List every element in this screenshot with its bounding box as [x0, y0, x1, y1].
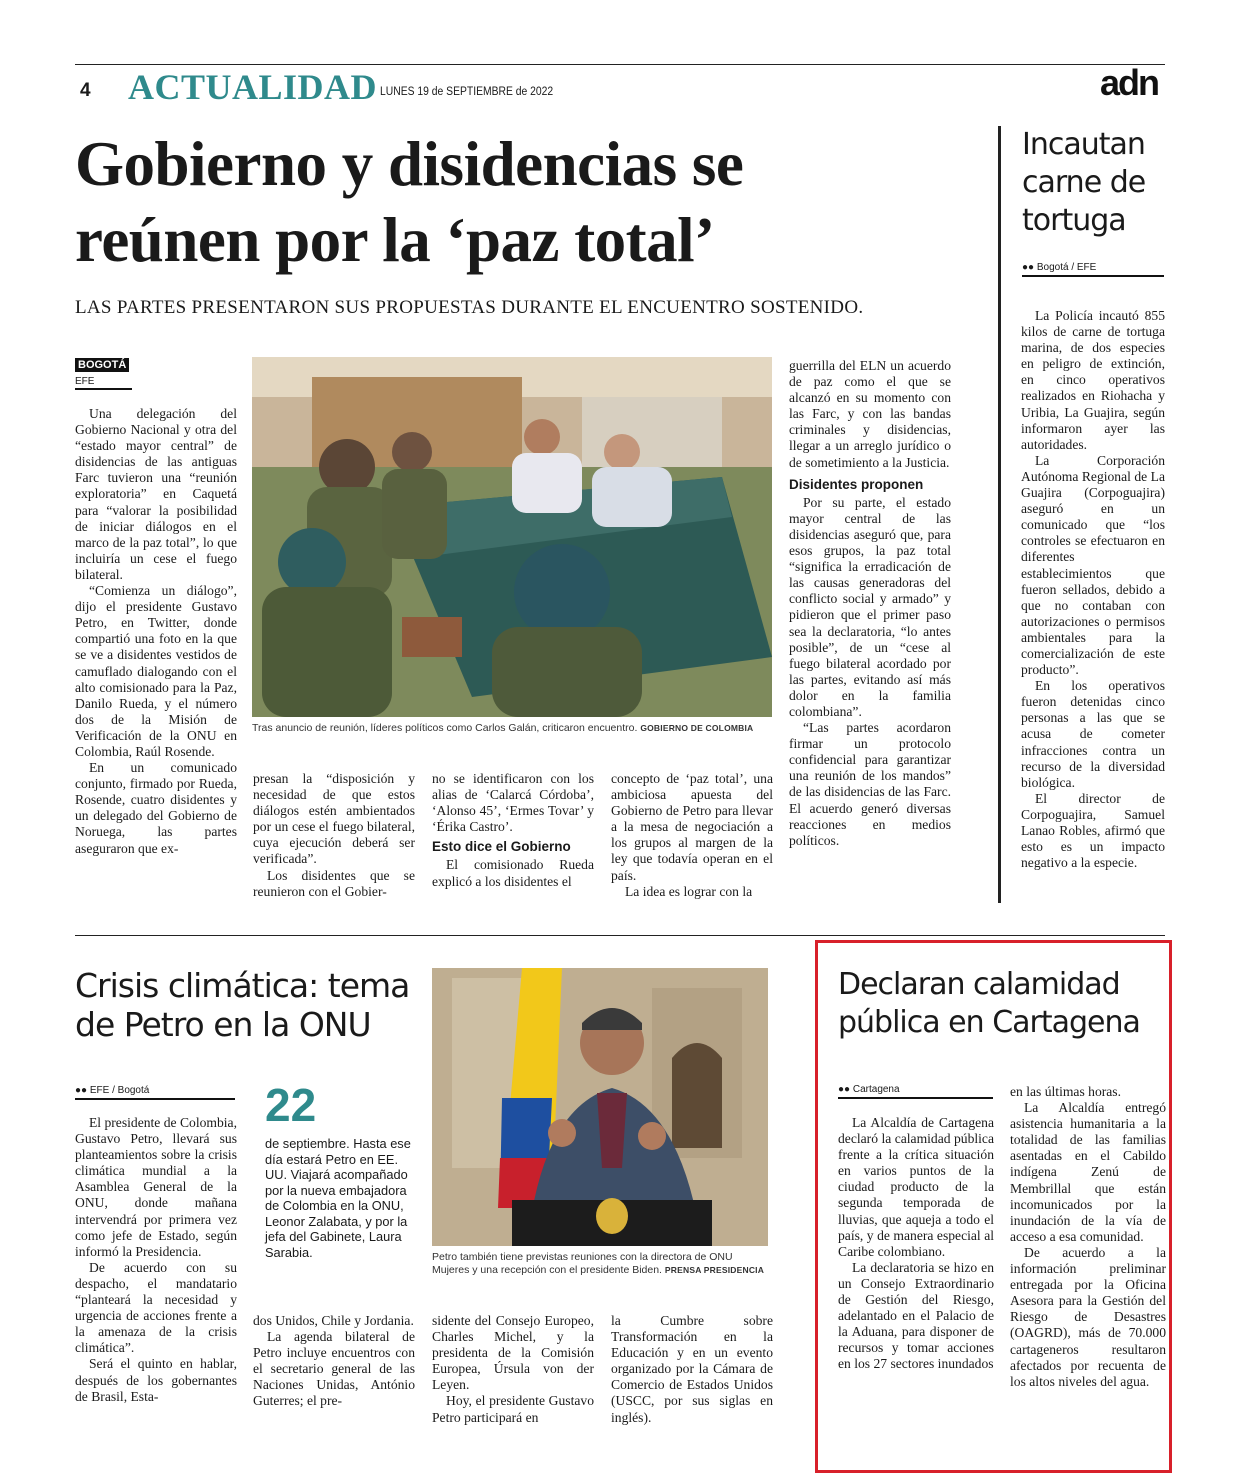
- section-rule: [75, 935, 1165, 936]
- main-col-5: [789, 358, 951, 849]
- main-headline-line1: Gobierno y disidencias se: [75, 129, 744, 199]
- climate-headline-line2: de Petro en la ONU: [75, 1005, 371, 1044]
- climate-headline: [75, 966, 409, 1044]
- dateline-text: Cartagena: [852, 1084, 900, 1095]
- main-col-4: [611, 771, 773, 900]
- petro-photo-illustration: [432, 968, 768, 1246]
- paragraph: Será el quinto en hablar, después de los gobernantes de Brasil, Esta-: [75, 1356, 237, 1404]
- paragraph: El presidente de Colombia, Gustavo Petro, llevará sus planteamientos sobre la crisis climática mundial a la Asamblea General de la ONU, donde mañana intervendrá por primera vez como jefe de Estado, según informó la Presidencia.: [75, 1115, 237, 1259]
- dots-icon: ●●: [1022, 262, 1037, 273]
- paragraph: guerrilla del ELN un acuerdo de paz como el que se alcanzó en su momento con las Farc, y con las bandas criminales y disidencias, llegar a un arreglo jurídico o de sometimiento a la Justicia.: [789, 358, 951, 470]
- paragraph: De acuerdo a la información preliminar entregada por la Oficina Asesora para la Gestión del Riesgo de Desastres (OAGRD), más de 70.000 cartageneros resultaron afectados por recuenta de los altos niveles del agua.: [1010, 1244, 1166, 1389]
- main-col-2: [253, 771, 415, 900]
- column-divider: [998, 126, 1001, 903]
- adn-logo: adn: [1100, 62, 1159, 103]
- cartagena-headline: [838, 966, 1140, 1042]
- paragraph: El director de Corpoguajira, Samuel Lanao Robles, afirmó que esto es un impacto negativo a la especie.: [1021, 790, 1165, 871]
- issue-date: LUNES 19 de SEPTIEMBRE de 2022: [380, 86, 554, 98]
- paragraph: presan la “disposición y necesidad de que estos diálogos estén ambientados por un cese el fuego bilateral, cuya ejecución deberá ser verificada”.: [253, 771, 415, 867]
- paragraph: La idea es lograr con la: [625, 883, 753, 899]
- paragraph: Los disidentes que se reunieron con el Gobier-: [253, 867, 415, 899]
- paragraph: La Alcaldía de Cartagena declaró la calamidad pública frente a la crítica situación en varios puntos de la ciudad producto de la segunda temporada de lluvias, que aqueja a todo el país, y de manera especial al Caribe colombiano.: [838, 1115, 994, 1259]
- big-number: 22: [265, 1079, 317, 1131]
- cartagena-col-1: [838, 1115, 994, 1373]
- paragraph: Por su parte, el estado mayor central de las disidencias aseguró que, para esos grupos, la paz total “significa la erradicación de las causas generadoras del conflicto social y armado” y pidieron que el primer paso sea la declaratoria, “lo antes posible”, de un “cese al fuego bilateral acordado por las partes, evitando así más dolor en la familia colombiana”.: [789, 494, 951, 719]
- main-photo: [252, 357, 772, 717]
- subhead: Disidentes proponen: [789, 476, 924, 492]
- side-headline-line2: carne de: [1022, 165, 1146, 200]
- side-dateline: [1022, 262, 1164, 277]
- agency-label: EFE: [75, 376, 132, 390]
- photo-credit: PRENSA PRESIDENCIA: [664, 1265, 765, 1275]
- main-headline: [75, 126, 743, 278]
- cartagena-headline-line2: pública en Cartagena: [838, 1005, 1140, 1040]
- petro-photo: [432, 968, 768, 1246]
- paragraph: la Cumbre sobre Transformación en la Educación y en un evento organizado por la Cámara de Comercio de Estados Unidos (USCC, por sus siglas en inglés).: [611, 1313, 773, 1425]
- caption-text: Petro también tiene previstas reuniones con la directora de ONU Mujeres y una recepción con el presidente Biden.: [432, 1251, 733, 1276]
- main-photo-caption: [252, 722, 782, 735]
- paragraph: “Las partes acordaron firmar un protocolo confidencial para garantizar una reunión de los mandos” de las disidencias de las Farc. El acuerdo generó diversas reacciones en medios políticos.: [789, 720, 951, 848]
- side-headline-line3: tortuga: [1022, 203, 1126, 238]
- paragraph: Hoy, el presidente Gustavo Petro participará en: [432, 1393, 594, 1425]
- paragraph: en las últimas horas.: [1010, 1084, 1121, 1099]
- cartagena-col-2: [1010, 1084, 1166, 1390]
- section-title: ACTUALIDAD: [128, 67, 378, 107]
- paragraph: “Comienza un diálogo”, dijo el presidente Gustavo Petro, en Twitter, donde compartió una foto en la que se ve a disidentes vestidos de camuflado dialogando con el alto comisionado para la Paz, Danilo Rueda, y el número dos de la Misión de Verificación de la ONU en Colombia, Raúl Rosende.: [75, 583, 237, 759]
- top-rule: [75, 64, 1165, 65]
- location-tag: BOGOTÁ: [75, 358, 129, 372]
- paragraph: dos Unidos, Chile y Jordania.: [253, 1313, 414, 1328]
- paragraph: La agenda bilateral de Petro incluye encuentros con el secretario general de las Naciones Unidas, António Guterres; el pre-: [253, 1329, 415, 1409]
- main-headline-line2: reúnen por la ‘paz total’: [75, 205, 715, 275]
- main-deck: LAS PARTES PRESENTARON SUS PROPUESTAS DURANTE EL ENCUENTRO SOSTENIDO.: [75, 297, 864, 318]
- paragraph: De acuerdo con su despacho, el mandatario “planteará la necesidad y urgencia de acciones frente a la amenaza de la crisis climática”.: [75, 1259, 237, 1356]
- paragraph: La Alcaldía entregó asistencia humanitaria a la totalidad de las familias asentadas en el Cabildo indígena Zenú de Membrillal que están incomunicados por la inundación de la vía de acceso a esa comunidad.: [1010, 1100, 1166, 1244]
- dots-icon: ●●: [838, 1084, 853, 1095]
- climate-dateline: [75, 1085, 235, 1100]
- paragraph: La declaratoria se hizo en un Consejo Extraordinario de Gestión del Riesgo, adelantado en el Palacio de la Aduana, para disponer de recursos y tomar acciones en los 27 sectores inundados: [838, 1259, 994, 1372]
- paragraph: sidente del Consejo Europeo, Charles Michel, y la presidenta de la Comisión Europea, Úrsula von der Leyen.: [432, 1313, 594, 1393]
- caption-text: Tras anuncio de reunión, líderes políticos como Carlos Galán, criticaron encuentro.: [252, 722, 638, 734]
- dateline-text: EFE / Bogotá: [89, 1085, 150, 1096]
- side-headline-line1: Incautan: [1022, 127, 1145, 162]
- cartagena-headline-line1: Declaran calamidad: [838, 967, 1120, 1002]
- dots-icon: ●●: [75, 1085, 90, 1096]
- paragraph: Una delegación del Gobierno Nacional y otra del “estado mayor central” de disidencias de las antiguas Farc tuvieron una “reunión exploratoria” en Caquetá para “valorar la posibilidad de iniciar diálogos en el marco de la paz total”, lo que incluiría un cese el fuego bilateral.: [75, 406, 237, 582]
- dateline-text: Bogotá / EFE: [1036, 262, 1097, 273]
- climate-col-1: [75, 1115, 237, 1405]
- paragraph: La Policía incautó 855 kilos de carne de tortuga marina, de dos especies en peligro de extinción, en cinco operativos realizados en Riohacha y Uribia, La Guajira, según informaron ayer las autoridades.: [1021, 308, 1165, 452]
- main-col-1: [75, 406, 237, 857]
- meeting-photo-illustration: [252, 357, 772, 717]
- paragraph: El comisionado Rueda explicó a los disidentes el: [432, 857, 594, 889]
- subhead: Esto dice el Gobierno: [432, 839, 571, 855]
- paragraph: En los operativos fueron detenidas cinco personas a las que se acusa de cometer infracciones contra un recurso de la diversidad biológica.: [1021, 678, 1165, 790]
- big-number-text: [265, 1136, 415, 1260]
- petro-photo-caption: [432, 1251, 772, 1277]
- paragraph: concepto de ‘paz total’, una ambiciosa apuesta del Gobierno de Petro para llevar a la mesa de negociación a los grupos al margen de la ley que todavía operan en el país.: [611, 771, 773, 883]
- cartagena-dateline: [838, 1084, 993, 1099]
- page-number: 4: [80, 80, 91, 101]
- paragraph: La Corporación Autónoma Regional de La Guajira (Corpoguajira) aseguró en un comunicado que “los controles se efectuaron en diferentes establecimientos que fueron sellados, debido a que no contaban con autorizaciones o permisos ambientales para la comercialización de este producto”.: [1021, 452, 1165, 678]
- photo-credit: GOBIERNO DE COLOMBIA: [640, 723, 754, 733]
- climate-headline-line1: Crisis climática: tema: [75, 966, 410, 1005]
- paragraph: de septiembre. Hasta ese día estará Petro en EE. UU. Viajará acompañado por la nueva embajadora de Colombia en la ONU, Leonor Zalabata, y por la jefa del Gabinete, Laura Sarabia.: [265, 1136, 411, 1260]
- side-headline: [1022, 126, 1145, 240]
- main-col-3: [432, 771, 594, 890]
- climate-col-2: [253, 1313, 415, 1410]
- climate-col-4: [611, 1313, 773, 1426]
- paragraph: no se identificaron con los alias de ‘Calarcá Córdoba’, ‘Alonso 45’, ‘Ermes Tovar’ y ‘Érika Castro’.: [432, 771, 594, 835]
- paragraph: En un comunicado conjunto, firmado por Rueda, Rosende, cuatro disidentes y un delegado del Gobierno de Noruega, las partes aseguraron que ex-: [75, 760, 237, 856]
- side-col: [1021, 308, 1165, 871]
- climate-col-3: [432, 1313, 594, 1426]
